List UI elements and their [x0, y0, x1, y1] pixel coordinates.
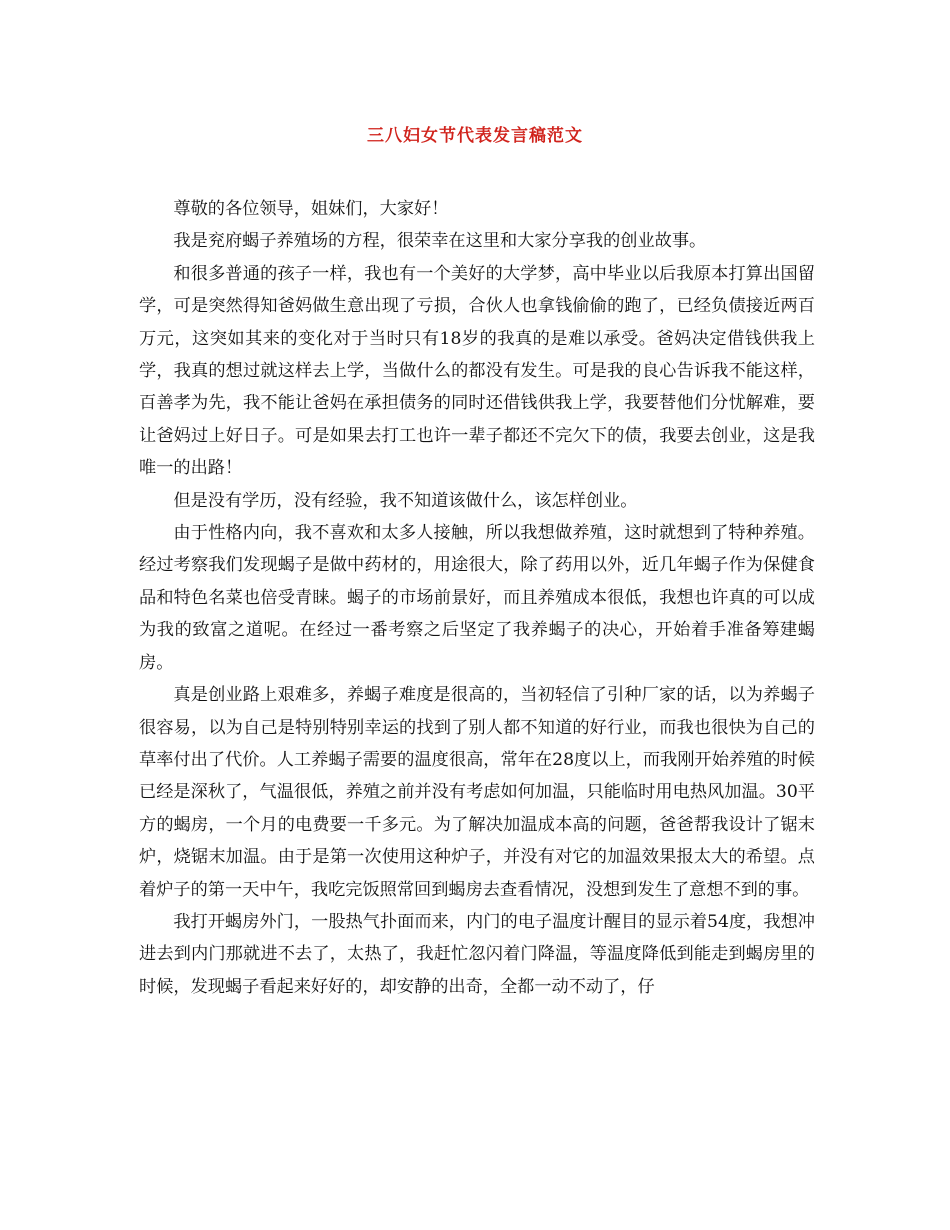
- paragraph-greeting: 尊敬的各位领导，姐妹们，大家好！: [173, 199, 449, 219]
- document-body: [139, 193, 815, 1003]
- paragraph-uncertainty: 但是没有学历，没有经验，我不知道该做什么，该怎样创业。: [173, 490, 638, 511]
- paragraph-background: 和很多普通的孩子一样，我也有一个美好的大学梦，高中毕业以后我原本打算出国留学，可是突然得知爸妈做生意出现了亏损，合伙人也拿钱偷偷的跑了，已经负债接近两百万元，这突如其来的变化对于当时只有18岁的我真的是难以承受。爸妈决定借钱供我上学，我真的想过就这样去上学，当做什么的都没有发生。可是我的良心告诉我不能这样，百善孝为先，我不能让爸妈在承担债务的同时还借钱供我上学，我要替他们分忧解难，要让爸妈过上好日子。可是如果去打工也许一辈子都还不完欠下的债，我要去创业，这是我唯一的出路！: [139, 263, 815, 479]
- paragraph-incident: 我打开蝎房外门，一股热气扑面而来，内门的电子温度计醒目的显示着54度，我想冲进去到内门那就进不去了，太热了，我赶忙忽闪着门降温，等温度降低到能走到蝎房里的时候，发现蝎子看起来好好的，却安静的出奇，全都一动不动了，仔: [139, 911, 815, 997]
- paragraph-choosing-breeding: 由于性格内向，我不喜欢和太多人接触，所以我想做养殖，这时就想到了特种养殖。经过考察我们发现蝎子是做中药材的，用途很大，除了药用以外，近几年蝎子作为保健食品和特色名菜也倍受青睐。蝎子的市场前景好，而且养殖成本很低，我想也许真的可以成为我的致富之道呢。在经过一番考察之后坚定了我养蝎子的决心，开始着手准备筹建蝎房。: [139, 523, 815, 673]
- paragraph-difficulties: 真是创业路上艰难多，养蝎子难度是很高的，当初轻信了引种厂家的话，以为养蝎子很容易，以为自己是特别特别幸运的找到了别人都不知道的好行业，而我也很快为自己的草率付出了代价。人工养蝎子需要的温度很高，常年在28度以上，而我刚开始养殖的时候已经是深秋了，气温很低，养殖之前并没有考虑如何加温，只能临时用电热风加温。30平方的蝎房，一个月的电费要一千多元。为了解决加温成本高的问题，爸爸帮我设计了锯末炉，烧锯末加温。由于是第一次使用这种炉子，并没有对它的加温效果报太大的希望。点着炉子的第一天中午，我吃完饭照常回到蝎房去查看情况，没想到发生了意想不到的事。: [139, 685, 815, 900]
- document-title: 三八妇女节代表发言稿范文: [367, 126, 583, 146]
- paragraph-introduction: 我是兖府蝎子养殖场的方程，很荣幸在这里和大家分享我的创业故事。: [173, 231, 707, 252]
